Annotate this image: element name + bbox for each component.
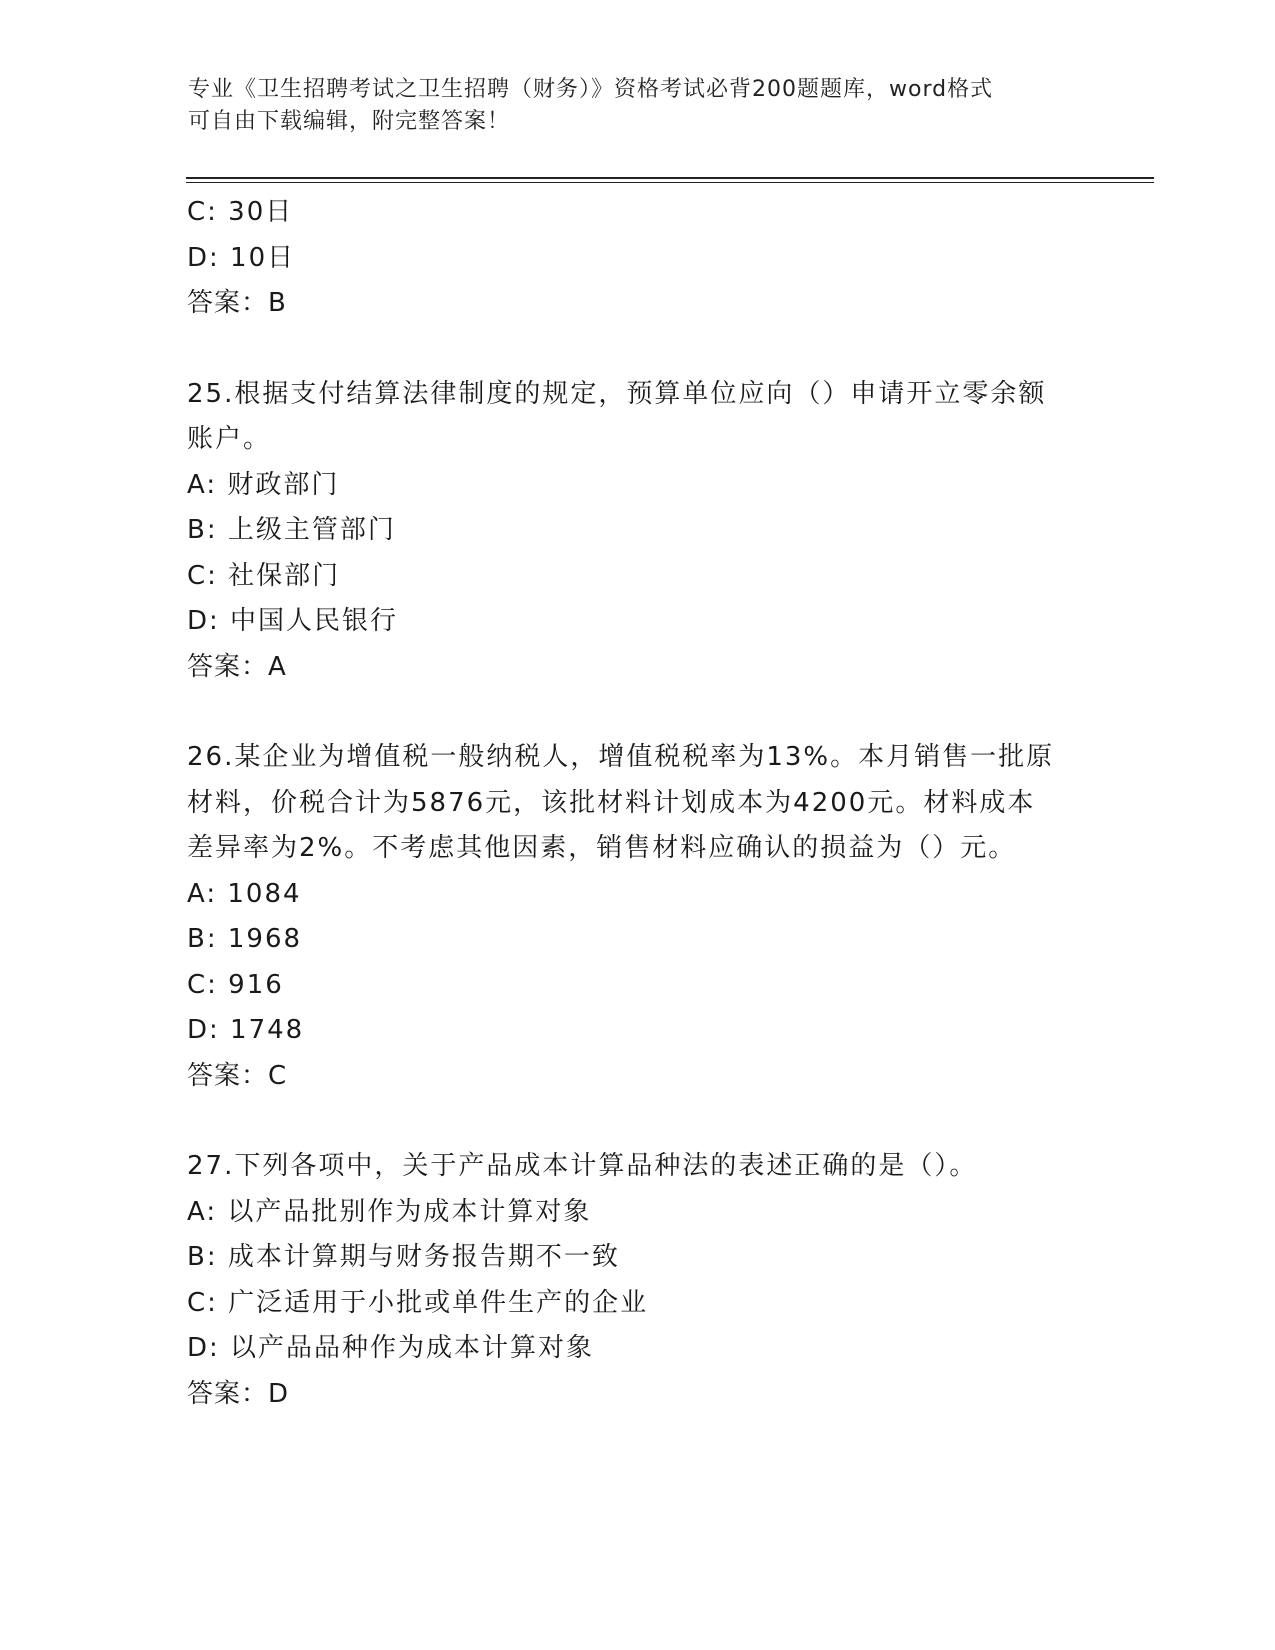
option-c: C: 916 bbox=[187, 969, 284, 1000]
option-b: B: 上级主管部门 bbox=[187, 515, 396, 545]
question-text-line: 27.下列各项中，关于产品成本计算品种法的表述正确的是（）。 bbox=[187, 1151, 978, 1181]
question-text-line: 账户。 bbox=[187, 424, 272, 454]
question-text-line: 25.根据支付结算法律制度的规定，预算单位应向（）申请开立零余额 bbox=[187, 378, 1047, 409]
question-27 bbox=[187, 1144, 1087, 1417]
question-text-line: 材料，价税合计为5876元，该批材料计划成本为4200元。材料成本 bbox=[187, 787, 1036, 818]
option-a: A: 财政部门 bbox=[187, 469, 340, 500]
option-d: D: 中国人民银行 bbox=[187, 606, 399, 636]
question-25 bbox=[187, 372, 1087, 691]
answer-line: 答案：B bbox=[187, 288, 287, 318]
question-content bbox=[187, 190, 1087, 1417]
answer-line: 答案：D bbox=[187, 1378, 290, 1409]
document-header bbox=[188, 74, 1088, 138]
header-line-2: 可自由下载编辑，附完整答案！ bbox=[188, 109, 511, 134]
option-c: C: 广泛适用于小批或单件生产的企业 bbox=[187, 1287, 649, 1318]
answer-line: 答案：A bbox=[187, 651, 287, 682]
option-c: C: 社保部门 bbox=[187, 560, 341, 591]
header-rule-thin bbox=[186, 182, 1154, 183]
option-a: A: 1084 bbox=[187, 878, 302, 909]
option-d: D: 10日 bbox=[187, 242, 296, 273]
question-26 bbox=[187, 735, 1087, 1099]
option-b: B: 成本计算期与财务报告期不一致 bbox=[187, 1242, 620, 1272]
option-d: D: 以产品品种作为成本计算对象 bbox=[187, 1333, 595, 1363]
option-a: A: 以产品批别作为成本计算对象 bbox=[187, 1196, 592, 1227]
answer-line: 答案：C bbox=[187, 1060, 288, 1091]
option-d: D: 1748 bbox=[187, 1015, 305, 1045]
header-line-1: 专业《卫生招聘考试之卫生招聘（财务）》资格考试必背200题题库，word格式 bbox=[188, 77, 994, 102]
header-rule-thick bbox=[186, 177, 1154, 179]
option-b: B: 1968 bbox=[187, 924, 303, 954]
question-text-line: 26.某企业为增值税一般纳税人，增值税税率为13%。本月销售一批原 bbox=[187, 742, 1055, 772]
question-24-tail bbox=[187, 190, 1087, 327]
question-text-line: 差异率为2%。不考虑其他因素，销售材料应确认的损益为（）元。 bbox=[187, 833, 1017, 863]
option-c: C: 30日 bbox=[187, 197, 294, 227]
